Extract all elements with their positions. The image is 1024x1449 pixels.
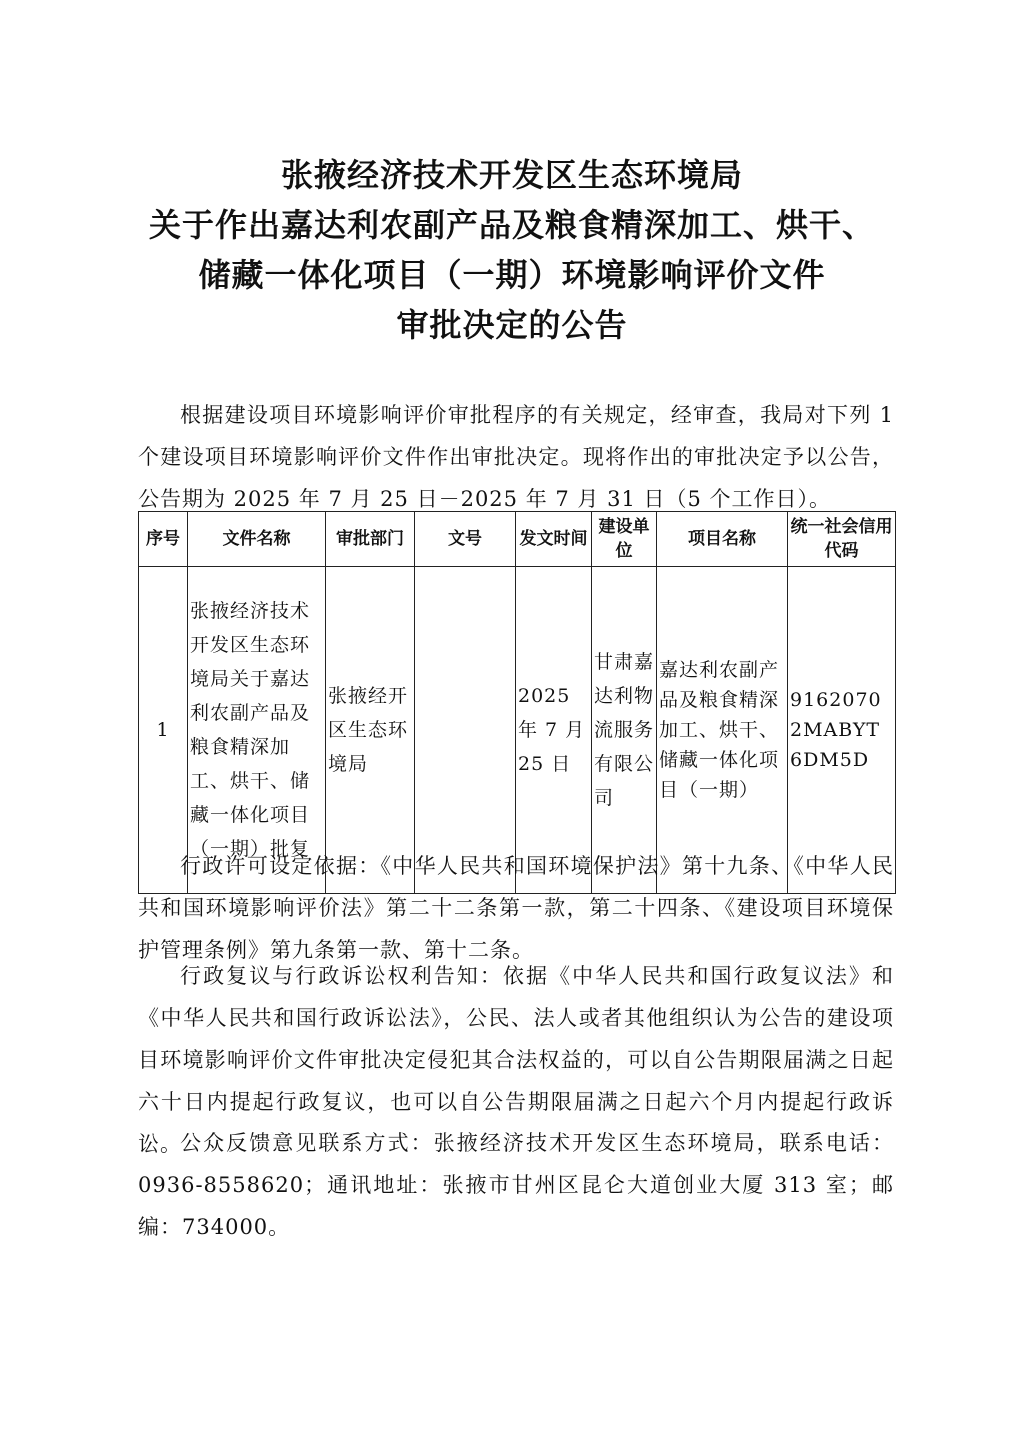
header-no: 序号 <box>139 512 188 567</box>
header-department: 审批部门 <box>326 512 415 567</box>
header-credit-code: 统一社会信用代码 <box>788 512 896 567</box>
header-project: 项目名称 <box>657 512 788 567</box>
intro-paragraph: 根据建设项目环境影响评价审批程序的有关规定，经审查，我局对下列 1 个建设项目环境影响评价文件作出审批决定。现将作出的审批决定予以公告，公告期为 2025 年 7 月 25 日－2025 年 7 月 31 日（5 个工作日）。 <box>138 403 894 511</box>
cell-builder: 甘肃嘉达利物流服务有限公司 <box>592 567 657 894</box>
title-line-1: 张掖经济技术开发区生态环境局 <box>280 156 743 194</box>
cell-department: 张掖经开区生态环境局 <box>326 567 415 894</box>
header-file-name: 文件名称 <box>188 512 326 567</box>
appeal-rights-paragraph: 行政复议与行政诉讼权利告知：依据《中华人民共和国行政复议法》和《中华人民共和国行政诉讼法》，公民、法人或者其他组织认为公告的建设项目环境影响评价文件审批决定侵犯其合法权益的，可以自公告期限届满之日起六十日内提起行政复议，也可以自公告期限届满之日起六个月内提起行政诉讼。 <box>138 964 894 1156</box>
table-header-row <box>139 512 896 567</box>
header-builder: 建设单位 <box>592 512 657 567</box>
document-title <box>0 150 1024 350</box>
header-date: 发文时间 <box>516 512 592 567</box>
cell-project: 嘉达利农副产品及粮食精深加工、烘干、储藏一体化项目（一期） <box>657 567 788 894</box>
title-line-4: 审批决定的公告 <box>396 306 628 344</box>
header-doc-no: 文号 <box>415 512 516 567</box>
cell-credit-code: 91620702MABYT6DM5D <box>788 567 896 894</box>
title-line-2: 关于作出嘉达利农副产品及粮食精深加工、烘干、 <box>148 206 875 244</box>
contact-paragraph: 公众反馈意见联系方式：张掖经济技术开发区生态环境局，联系电话：0936-8558620；通讯地址：张掖市甘州区昆仑大道创业大厦 313 室；邮编：734000。 <box>138 1131 894 1239</box>
cell-date: 2025 年 7 月 25 日 <box>516 567 592 894</box>
cell-file-name: 张掖经济技术开发区生态环境局关于嘉达利农副产品及粮食精深加工、烘干、储藏一体化项目（一期）批复 <box>188 567 326 894</box>
approval-table <box>138 511 896 894</box>
legal-basis-paragraph: 行政许可设定依据：《中华人民共和国环境保护法》第十九条、《中华人民共和国环境影响评价法》第二十二条第一款，第二十四条、《建设项目环境保护管理条例》第九条第一款、第十二条。 <box>138 854 894 962</box>
cell-no: 1 <box>139 567 188 894</box>
title-line-3: 储藏一体化项目（一期）环境影响评价文件 <box>198 256 826 294</box>
